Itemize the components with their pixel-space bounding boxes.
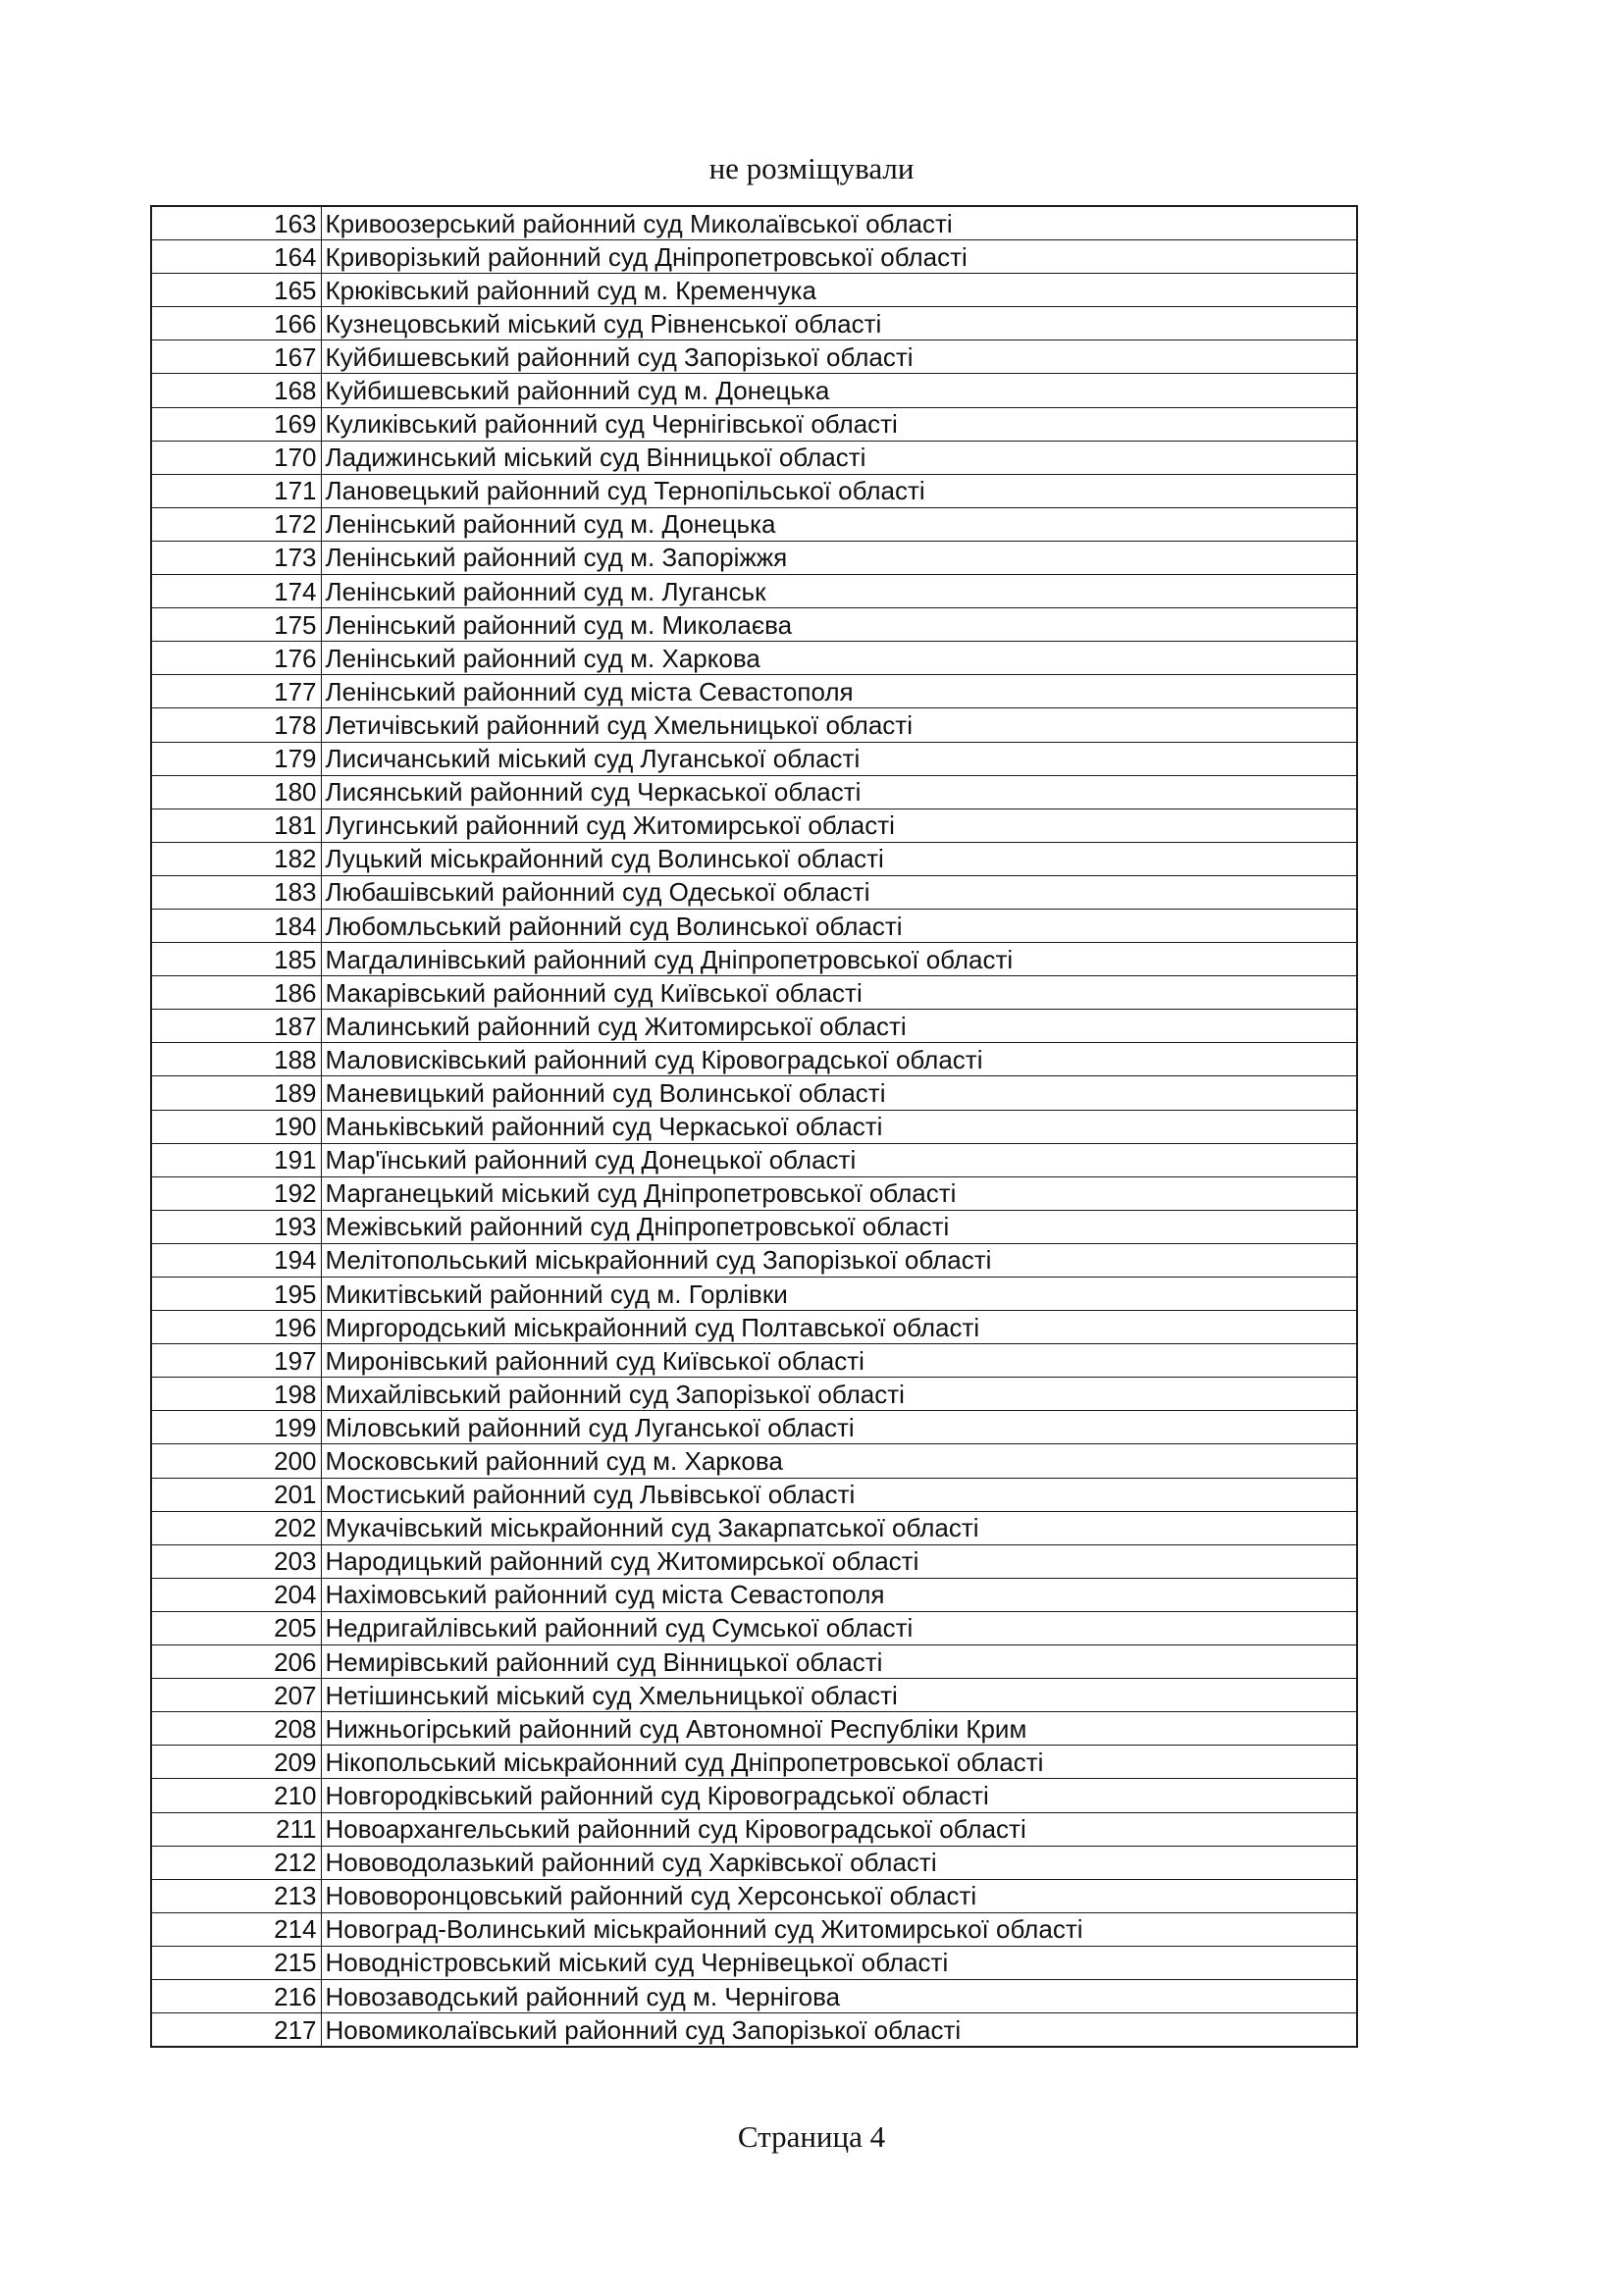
row-number: 202 (151, 1511, 321, 1544)
row-number: 217 (151, 2013, 321, 2048)
table-row (151, 1344, 1357, 1378)
row-number: 215 (151, 1946, 321, 1979)
court-name: Ленінський районний суд м. Луганськ (321, 575, 1357, 608)
row-number: 211 (151, 1812, 321, 1846)
court-name: Михайлівський районний суд Запорізької області (321, 1378, 1357, 1411)
row-number: 192 (151, 1176, 321, 1210)
court-name: Мостиський районний суд Львівської області (321, 1478, 1357, 1511)
row-number: 196 (151, 1311, 321, 1344)
row-number: 176 (151, 642, 321, 675)
table-row (151, 1043, 1357, 1076)
page-heading: не розміщували (708, 151, 915, 185)
table-row (151, 1444, 1357, 1478)
court-name: Ленінський районний суд міста Севастополя (321, 675, 1357, 708)
court-name: Новоград-Волинський міськрайонний суд Житомирської області (321, 1912, 1357, 1946)
court-name: Ленінський районний суд м. Миколаєва (321, 608, 1357, 642)
table-row (151, 1979, 1357, 2012)
court-name: Нахімовський районний суд міста Севастополя (321, 1578, 1357, 1611)
court-name: Нововоронцовський районний суд Херсонської області (321, 1879, 1357, 1912)
court-name: Крюківський районний суд м. Кременчука (321, 274, 1357, 307)
table-row (151, 1779, 1357, 1812)
row-number: 177 (151, 675, 321, 708)
row-number: 171 (151, 474, 321, 507)
table-row (151, 1812, 1357, 1846)
court-name: Народицький районний суд Житомирської області (321, 1544, 1357, 1578)
row-number: 182 (151, 842, 321, 875)
court-name: Ленінський районний суд м. Харкова (321, 642, 1357, 675)
court-name: Новгородківський районний суд Кіровоградської області (321, 1779, 1357, 1812)
court-name: Маневицький районний суд Волинської області (321, 1076, 1357, 1110)
table-row (151, 206, 1357, 240)
court-name: Кузнецовський міський суд Рівненської області (321, 307, 1357, 340)
table-row (151, 1912, 1357, 1946)
court-name: Нижньогірський районний суд Автономної Республіки Крим (321, 1712, 1357, 1746)
court-name: Новоархангельський районний суд Кіровоградської області (321, 1812, 1357, 1846)
table-row (151, 407, 1357, 441)
courts-table (150, 205, 1358, 2048)
row-number: 180 (151, 775, 321, 809)
row-number: 210 (151, 1779, 321, 1812)
row-number: 212 (151, 1846, 321, 1879)
court-name: Нікопольський міськрайонний суд Дніпропетровської області (321, 1746, 1357, 1779)
row-number: 209 (151, 1746, 321, 1779)
court-name: Куйбишевський районний суд Запорізької області (321, 340, 1357, 374)
row-number: 172 (151, 507, 321, 541)
table-row (151, 441, 1357, 474)
table-row (151, 1879, 1357, 1912)
table-row (151, 474, 1357, 507)
court-name: Нововодолазький районний суд Харківської області (321, 1846, 1357, 1879)
row-number: 208 (151, 1712, 321, 1746)
court-name: Любомльський районний суд Волинської області (321, 909, 1357, 942)
row-number: 163 (151, 206, 321, 240)
row-number: 187 (151, 1010, 321, 1043)
table-row (151, 608, 1357, 642)
court-name: Нетішинський міський суд Хмельницької області (321, 1679, 1357, 1712)
court-name: Куйбишевський районний суд м. Донецька (321, 374, 1357, 407)
row-number: 191 (151, 1143, 321, 1176)
row-number: 204 (151, 1578, 321, 1611)
court-name: Ладижинський міський суд Вінницької області (321, 441, 1357, 474)
row-number: 189 (151, 1076, 321, 1110)
court-name: Новомиколаївський районний суд Запорізької області (321, 2013, 1357, 2048)
row-number: 188 (151, 1043, 321, 1076)
court-name: Микитівський районний суд м. Горлівки (321, 1278, 1357, 1311)
table-row (151, 1143, 1357, 1176)
court-name: Криворізький районний суд Дніпропетровської області (321, 240, 1357, 274)
row-number: 168 (151, 374, 321, 407)
court-name: Немирівський районний суд Вінницької області (321, 1645, 1357, 1679)
table-row (151, 1544, 1357, 1578)
table-row (151, 1846, 1357, 1879)
court-name: Новодністровський міський суд Чернівецької області (321, 1946, 1357, 1979)
row-number: 164 (151, 240, 321, 274)
court-name: Межівський районний суд Дніпропетровської області (321, 1210, 1357, 1243)
table-row (151, 809, 1357, 842)
court-name: Луцький міськрайонний суд Волинської області (321, 842, 1357, 875)
row-number: 206 (151, 1645, 321, 1679)
table-row (151, 943, 1357, 976)
table-row (151, 1278, 1357, 1311)
table-row (151, 1110, 1357, 1143)
row-number: 203 (151, 1544, 321, 1578)
row-number: 174 (151, 575, 321, 608)
court-name: Магдалинівський районний суд Дніпропетровської області (321, 943, 1357, 976)
table-row (151, 374, 1357, 407)
court-name: Мукачівський міськрайонний суд Закарпатської області (321, 1511, 1357, 1544)
row-number: 213 (151, 1879, 321, 1912)
table-row (151, 1378, 1357, 1411)
row-number: 216 (151, 1979, 321, 2012)
table-row (151, 675, 1357, 708)
court-name: Кривоозерський районний суд Миколаївської області (321, 206, 1357, 240)
table-row (151, 1210, 1357, 1243)
table-row (151, 307, 1357, 340)
table-row (151, 1243, 1357, 1277)
row-number: 173 (151, 541, 321, 574)
court-name: Недригайлівський районний суд Сумської області (321, 1611, 1357, 1644)
table-row (151, 1511, 1357, 1544)
table-row (151, 1578, 1357, 1611)
table-row (151, 2013, 1357, 2048)
row-number: 214 (151, 1912, 321, 1946)
table-row (151, 1076, 1357, 1110)
table-row (151, 1311, 1357, 1344)
table-row (151, 340, 1357, 374)
courts-table-body (151, 206, 1357, 2047)
row-number: 184 (151, 909, 321, 942)
court-name: Лановецький районний суд Тернопільської області (321, 474, 1357, 507)
row-number: 198 (151, 1378, 321, 1411)
row-number: 175 (151, 608, 321, 642)
table-row (151, 1411, 1357, 1444)
table-row (151, 1946, 1357, 1979)
row-number: 205 (151, 1611, 321, 1644)
court-name: Лисянський районний суд Черкаської області (321, 775, 1357, 809)
table-row (151, 1679, 1357, 1712)
court-name: Любашівський районний суд Одеської області (321, 875, 1357, 909)
court-name: Міловський районний суд Луганської області (321, 1411, 1357, 1444)
court-name: Макарівський районний суд Київської області (321, 976, 1357, 1010)
row-number: 185 (151, 943, 321, 976)
table-row (151, 240, 1357, 274)
table-row (151, 1010, 1357, 1043)
table-row (151, 1712, 1357, 1746)
table-row (151, 1746, 1357, 1779)
court-name: Ленінський районний суд м. Запоріжжя (321, 541, 1357, 574)
table-row (151, 775, 1357, 809)
row-number: 199 (151, 1411, 321, 1444)
court-name: Мелітопольський міськрайонний суд Запорізької області (321, 1243, 1357, 1277)
court-name: Малинський районний суд Житомирської області (321, 1010, 1357, 1043)
court-name: Лисичанський міський суд Луганської області (321, 742, 1357, 775)
row-number: 201 (151, 1478, 321, 1511)
table-row (151, 507, 1357, 541)
page-footer: Страница 4 (737, 2119, 886, 2154)
row-number: 195 (151, 1278, 321, 1311)
table-row (151, 1611, 1357, 1644)
row-number: 169 (151, 407, 321, 441)
row-number: 186 (151, 976, 321, 1010)
table-row (151, 541, 1357, 574)
row-number: 200 (151, 1444, 321, 1478)
table-row (151, 575, 1357, 608)
row-number: 207 (151, 1679, 321, 1712)
table-row (151, 842, 1357, 875)
table-row (151, 742, 1357, 775)
table-row (151, 708, 1357, 742)
row-number: 167 (151, 340, 321, 374)
row-number: 166 (151, 307, 321, 340)
court-name: Московський районний суд м. Харкова (321, 1444, 1357, 1478)
row-number: 197 (151, 1344, 321, 1378)
table-row (151, 642, 1357, 675)
table-row (151, 976, 1357, 1010)
table-row (151, 1176, 1357, 1210)
row-number: 170 (151, 441, 321, 474)
table-row (151, 1478, 1357, 1511)
row-number: 181 (151, 809, 321, 842)
table-row (151, 1645, 1357, 1679)
court-name: Мар'їнський районний суд Донецької області (321, 1143, 1357, 1176)
row-number: 183 (151, 875, 321, 909)
court-name: Летичівський районний суд Хмельницької області (321, 708, 1357, 742)
court-name: Миргородський міськрайонний суд Полтавської області (321, 1311, 1357, 1344)
table-row (151, 875, 1357, 909)
court-name: Куликівський районний суд Чернігівської області (321, 407, 1357, 441)
court-name: Маловисківський районний суд Кіровоградської області (321, 1043, 1357, 1076)
row-number: 165 (151, 274, 321, 307)
table-row (151, 274, 1357, 307)
court-name: Маньківський районний суд Черкаської області (321, 1110, 1357, 1143)
row-number: 194 (151, 1243, 321, 1277)
court-name: Миронівський районний суд Київської області (321, 1344, 1357, 1378)
table-row (151, 909, 1357, 942)
court-name: Ленінський районний суд м. Донецька (321, 507, 1357, 541)
court-name: Новозаводський районний суд м. Чернігова (321, 1979, 1357, 2012)
row-number: 178 (151, 708, 321, 742)
row-number: 179 (151, 742, 321, 775)
row-number: 190 (151, 1110, 321, 1143)
court-name: Лугинський районний суд Житомирської області (321, 809, 1357, 842)
court-name: Марганецький міський суд Дніпропетровської області (321, 1176, 1357, 1210)
row-number: 193 (151, 1210, 321, 1243)
